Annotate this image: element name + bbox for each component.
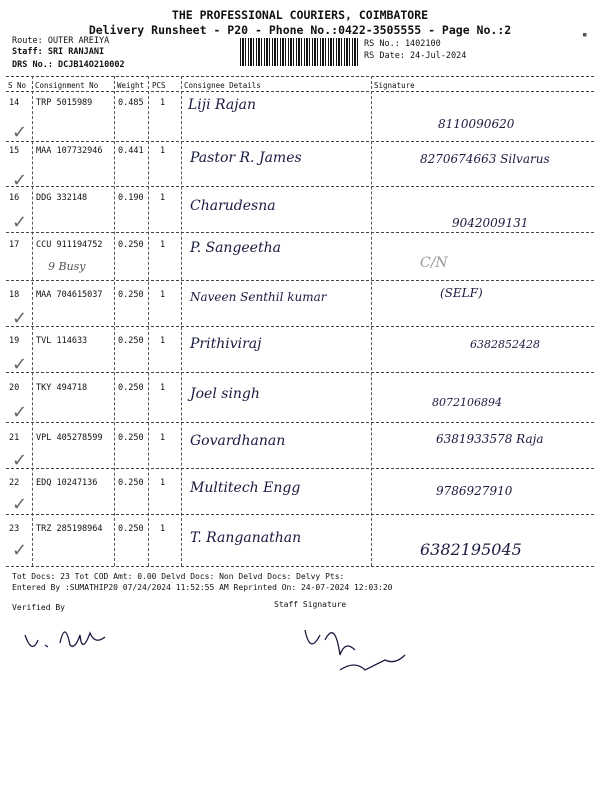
row-weight: 0.250 bbox=[118, 383, 144, 393]
row-rule bbox=[6, 141, 594, 142]
row-sno: 22 bbox=[9, 478, 20, 488]
row-consignment: TVL 114633 bbox=[36, 336, 88, 346]
rs-date: RS Date: 24-Jul-2024 bbox=[364, 51, 467, 61]
row-weight: 0.485 bbox=[118, 98, 144, 108]
row-pcs: 1 bbox=[160, 290, 166, 300]
row-rule bbox=[6, 514, 594, 515]
route-label: Route: OUTER AREIYA bbox=[12, 36, 110, 46]
runsheet-subtitle: Delivery Runsheet - P20 - Phone No.:0422-3505555 - Page No.:2 bbox=[88, 23, 512, 37]
row-weight: 0.250 bbox=[118, 433, 144, 443]
row-signature: 6381933578 Raja bbox=[436, 432, 544, 446]
row-weight: 0.250 bbox=[118, 240, 144, 250]
staff-label: Staff: SRI RANJANI bbox=[12, 47, 105, 57]
staff-signature-label: Staff Signature bbox=[274, 600, 347, 609]
row-rule bbox=[6, 468, 594, 469]
table-top-rule bbox=[6, 76, 594, 77]
totals-line: Tot Docs: 23 Tot COD Amt: 0.00 Delvd Docs: Non Delvd Docs: Delvy Pts: bbox=[12, 572, 345, 581]
row-signature: 6382195045 bbox=[420, 540, 522, 559]
row-consignee: Joel singh bbox=[190, 386, 260, 402]
row-pcs: 1 bbox=[160, 433, 166, 443]
col-divider bbox=[148, 76, 149, 566]
row-sno: 18 bbox=[9, 290, 20, 300]
row-sno: 15 bbox=[9, 146, 20, 156]
row-rule bbox=[6, 186, 594, 187]
row-sno: 23 bbox=[9, 524, 20, 534]
row-weight: 0.250 bbox=[118, 524, 144, 534]
row-sno: 21 bbox=[9, 433, 20, 443]
row-consignment: TRZ 285198964 bbox=[36, 524, 103, 534]
checkmark-icon: ✓ bbox=[12, 354, 28, 375]
row-consignment: VPL 405278599 bbox=[36, 433, 103, 443]
row-weight: 0.190 bbox=[118, 193, 144, 203]
delivery-note: 9 Busy bbox=[48, 260, 86, 273]
col-consignee: Consignee Details bbox=[184, 81, 261, 90]
col-divider bbox=[32, 76, 33, 566]
row-rule bbox=[6, 232, 594, 233]
row-rule bbox=[6, 422, 594, 423]
corner-mark: ▪ bbox=[582, 30, 588, 40]
row-pcs: 1 bbox=[160, 524, 166, 534]
row-sno: 19 bbox=[9, 336, 20, 346]
checkmark-icon: ✓ bbox=[12, 122, 28, 143]
row-signature: 8110090620 bbox=[438, 117, 515, 131]
checkmark-icon: ✓ bbox=[12, 450, 28, 471]
col-consignment: Consignment No bbox=[35, 81, 99, 90]
col-divider bbox=[181, 76, 182, 566]
entered-by-line: Entered By :SUMATHIP20 07/24/2024 11:52:55 AM Reprinted On: 24-07-2024 12:03:20 bbox=[12, 583, 393, 592]
verifier-signature-image bbox=[20, 615, 120, 665]
row-consignee: P. Sangeetha bbox=[190, 240, 281, 256]
col-pcs: PCS bbox=[152, 81, 166, 90]
row-sno: 17 bbox=[9, 240, 20, 250]
row-consignment: MAA 107732946 bbox=[36, 146, 103, 156]
row-consignee: T. Ranganathan bbox=[190, 530, 302, 546]
company-title: THE PROFESSIONAL COURIERS, COIMBATORE bbox=[171, 8, 429, 22]
row-rule bbox=[6, 280, 594, 281]
row-consignee: Naveen Senthil kumar bbox=[190, 290, 327, 304]
table-header-rule bbox=[6, 91, 594, 92]
drs-number: DRS No.: DCJB14O210002 bbox=[12, 60, 125, 70]
row-sno: 20 bbox=[9, 383, 20, 393]
col-weight: Weight bbox=[117, 81, 145, 90]
row-consignment: DDG 332148 bbox=[36, 193, 88, 203]
row-signature: 8270674663 Silvarus bbox=[420, 152, 550, 166]
row-consignee: Liji Rajan bbox=[188, 97, 256, 113]
row-signature: 8072106894 bbox=[432, 396, 502, 409]
col-divider bbox=[114, 76, 115, 566]
staff-signature-image bbox=[290, 615, 420, 685]
row-signature: (SELF) bbox=[440, 286, 483, 300]
row-pcs: 1 bbox=[160, 98, 166, 108]
row-pcs: 1 bbox=[160, 146, 166, 156]
row-pcs: 1 bbox=[160, 193, 166, 203]
rs-number: RS No.: 1402100 bbox=[364, 39, 441, 49]
checkmark-icon: ✓ bbox=[12, 540, 28, 561]
row-rule bbox=[6, 566, 594, 567]
row-consignment: MAA 704615037 bbox=[36, 290, 103, 300]
row-consignment: EDQ 10247136 bbox=[36, 478, 98, 488]
row-consignment: TRP 5015989 bbox=[36, 98, 93, 108]
col-sno: S No bbox=[8, 81, 27, 90]
row-rule bbox=[6, 326, 594, 327]
row-weight: 0.250 bbox=[118, 478, 144, 488]
row-pcs: 1 bbox=[160, 240, 166, 250]
row-signature: 9786927910 bbox=[436, 484, 513, 498]
row-weight: 0.441 bbox=[118, 146, 144, 156]
checkmark-icon: ✓ bbox=[12, 308, 28, 329]
row-consignee: Prithiviraj bbox=[190, 336, 262, 352]
row-consignee: Pastor R. James bbox=[190, 150, 302, 166]
row-sno: 16 bbox=[9, 193, 20, 203]
col-divider bbox=[371, 76, 372, 566]
row-weight: 0.250 bbox=[118, 290, 144, 300]
row-consignee: Charudesna bbox=[190, 198, 276, 214]
row-pcs: 1 bbox=[160, 336, 166, 346]
row-pcs: 1 bbox=[160, 478, 166, 488]
row-signature: 9042009131 bbox=[452, 216, 529, 230]
row-signature: C/N bbox=[420, 255, 448, 271]
checkmark-icon: ✓ bbox=[12, 212, 28, 233]
row-pcs: 1 bbox=[160, 383, 166, 393]
checkmark-icon: ✓ bbox=[12, 494, 28, 515]
row-consignment: TKY 494718 bbox=[36, 383, 88, 393]
row-sno: 14 bbox=[9, 98, 20, 108]
verified-by-label: Verified By bbox=[12, 603, 65, 612]
row-consignee: Govardhanan bbox=[190, 433, 286, 449]
col-signature: Signature bbox=[374, 81, 415, 90]
checkmark-icon: ✓ bbox=[12, 170, 28, 191]
row-weight: 0.250 bbox=[118, 336, 144, 346]
row-consignee: Multitech Engg bbox=[190, 480, 301, 496]
checkmark-icon: ✓ bbox=[12, 402, 28, 423]
row-rule bbox=[6, 372, 594, 373]
row-signature: 6382852428 bbox=[470, 338, 540, 351]
barcode-image bbox=[240, 38, 358, 66]
row-consignment: CCU 911194752 bbox=[36, 240, 103, 250]
